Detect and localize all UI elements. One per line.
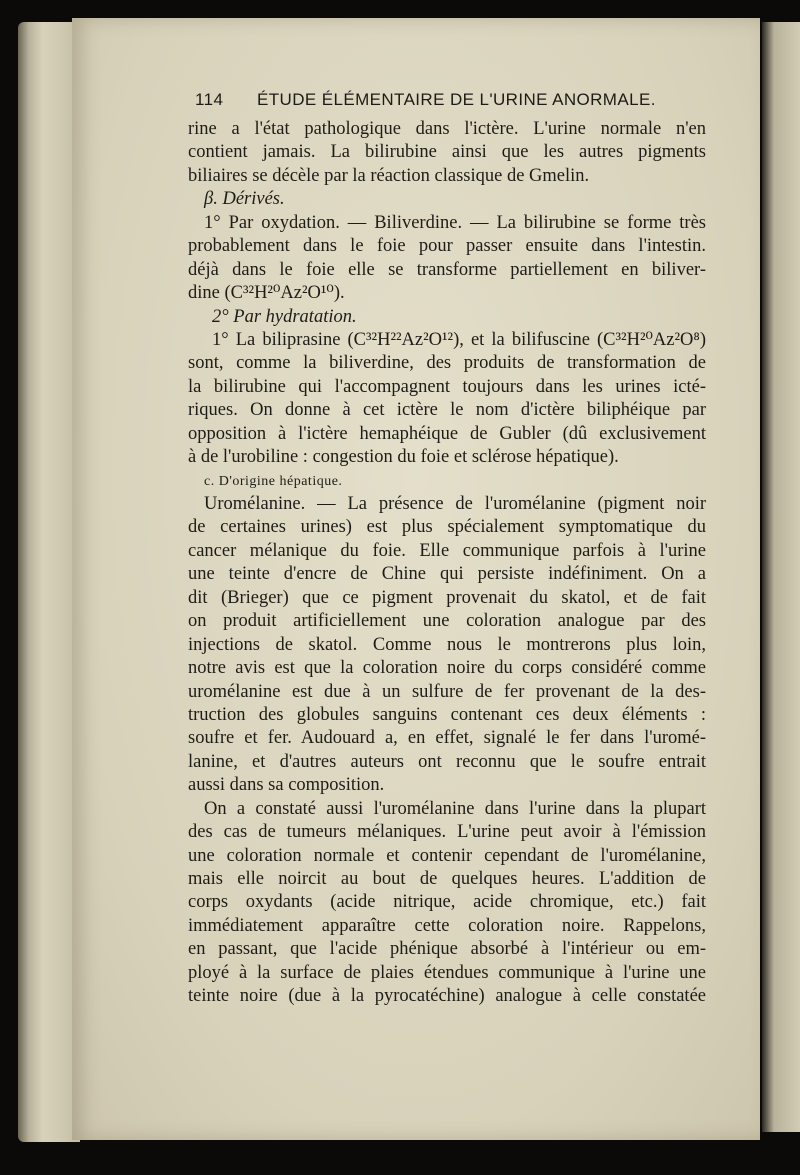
text-line: dit (Brieger) que ce pigment provenait du skatol, et de fait: [188, 587, 706, 608]
page-number: 114: [195, 90, 224, 109]
text-line: corps oxydants (acide nitrique, acide chromique, etc.) fait: [188, 892, 706, 913]
text-line: une coloration normale et contenir cependant de l'uromélanine,: [188, 845, 706, 866]
text-line: notre avis est que la coloration noire du corps considéré comme: [188, 658, 706, 679]
text-line: sont, comme la biliverdine, des produits de transformation de: [188, 353, 706, 374]
text-line: riques. On donne à cet ictère le nom d'ictère biliphéique par: [188, 400, 706, 421]
text-line: teinte noire (due à la pyrocatéchine) analogue à celle constatée: [188, 986, 706, 1007]
text-line: ployé à la surface de plaies étendues communique à l'urine une: [188, 962, 706, 983]
text-line: uromélanine est due à un sulfure de fer provenant de la des-: [188, 681, 706, 702]
text-line: la bilirubine qui l'accompagnent toujours dans les urines icté-: [188, 376, 706, 397]
text-line: mais elle noircit au bout de quelques heures. L'addition de: [188, 869, 706, 889]
text-line: On a constaté aussi l'uromélanine dans l'urine dans la plupart: [204, 798, 706, 819]
text-line: soufre et fer. Audouard a, en effet, signalé le fer dans l'uromé-: [188, 728, 706, 749]
book-page-edges: [18, 22, 80, 1142]
facing-page-edge: [762, 22, 800, 1132]
section-heading-hydratation: 2° Par hydratation.: [212, 306, 357, 327]
text-line: Uromélanine. — La présence de l'uromélanine (pigment noir: [204, 494, 706, 514]
text-line: 1° Par oxydation. — Biliverdine. — La bilirubine se forme très: [204, 212, 706, 233]
section-heading-derives: β. Dérivés.: [204, 189, 285, 210]
text-line: probablement dans le foie pour passer ensuite dans l'intestin.: [188, 236, 706, 257]
text-line: déjà dans le foie elle se transforme partiellement en biliver-: [188, 259, 706, 280]
text-line: on produit artificiellement une coloration analogue par des: [188, 611, 706, 632]
text-line: cancer mélanique du foie. Elle communique parfois à l'urine: [188, 540, 706, 561]
text-line: contient jamais. La bilirubine ainsi que les autres pigments: [188, 142, 706, 163]
text-line: biliaires se décèle par la réaction classique de Gmelin.: [188, 165, 590, 186]
text-line: rine a l'état pathologique dans l'ictère. L'urine normale n'en: [188, 119, 706, 139]
text-line: immédiatement apparaître cette coloration noire. Rappelons,: [188, 915, 706, 936]
text-line: dine (C³²H²⁰Az²O¹⁰).: [188, 283, 345, 304]
running-title: ÉTUDE ÉLÉMENTAIRE DE L'URINE ANORMALE.: [257, 90, 656, 109]
text-line: 1° La biliprasine (C³²H²²Az²O¹²), et la bilifuscine (C³²H²⁰Az²O⁸): [212, 329, 706, 350]
text-line: des cas de tumeurs mélaniques. L'urine peut avoir à l'émission: [188, 822, 706, 843]
text-line: de certaines urines) est plus spécialement symptomatique du: [188, 517, 706, 538]
running-head: [195, 90, 715, 116]
text-line: aussi dans sa composition.: [188, 775, 385, 796]
text-line: injections de skatol. Comme nous le montrerons plus loin,: [188, 634, 706, 655]
text-line: une teinte d'encre de Chine qui persiste indéfiniment. On a: [188, 564, 706, 585]
body-text: [188, 118, 706, 1009]
text-line: à de l'urobiline : congestion du foie et sclérose hépatique).: [188, 447, 619, 468]
text-line: truction des globules sanguins contenant ces deux éléments :: [188, 704, 706, 725]
text-line: opposition à l'ictère hemaphéique de Gubler (dû exclusivement: [188, 423, 706, 444]
text-line: en passant, que l'acide phénique absorbé à l'intérieur ou em-: [188, 939, 706, 960]
text-line: lanine, et d'autres auteurs ont reconnu que le soufre entrait: [188, 751, 706, 772]
section-heading-origine-hepatique: c. D'origine hépatique.: [204, 473, 343, 489]
